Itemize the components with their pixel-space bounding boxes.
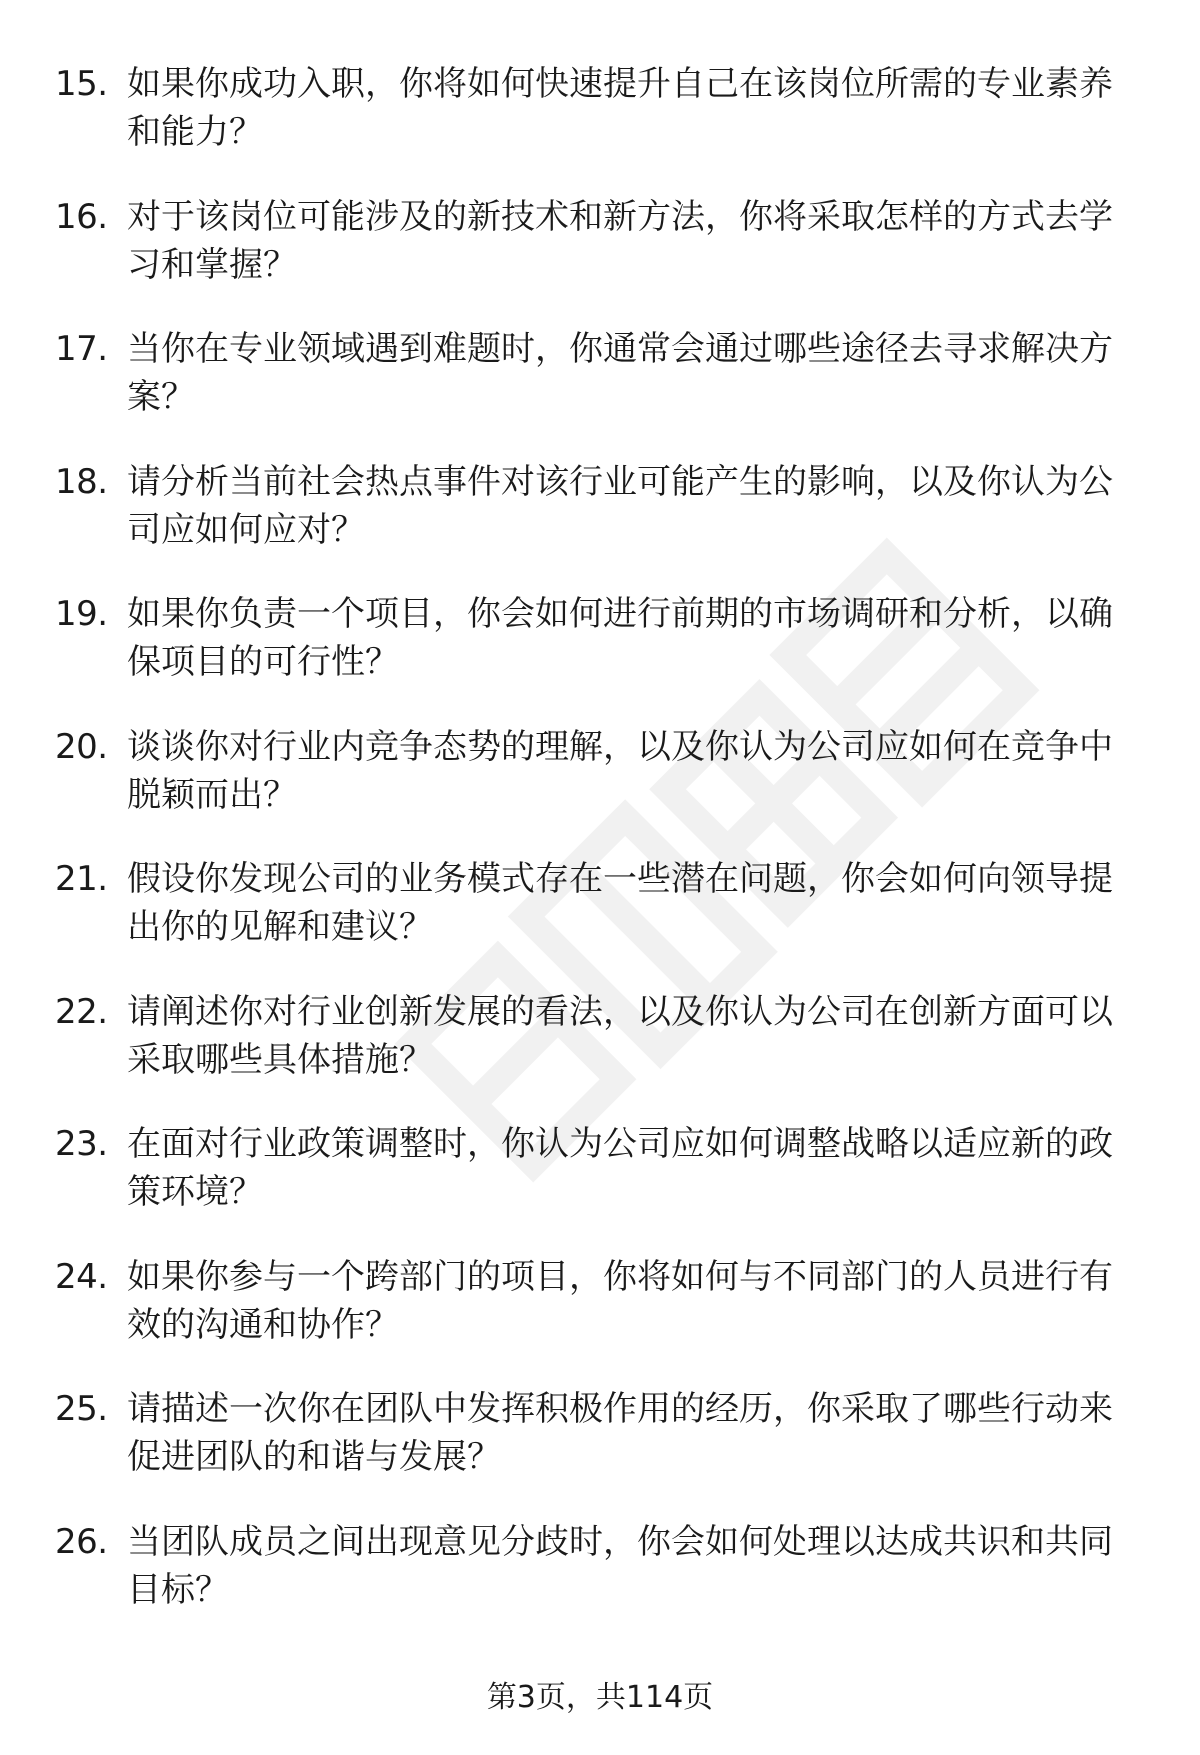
question-item [55,1253,1145,1349]
question-text: 如果你成功入职，你将如何快速提升自己在该岗位所需的专业素养和能力？ [127,64,1113,152]
page-number-label: 第3页，共114页 [486,1680,714,1715]
question-text: 如果你参与一个跨部门的项目，你将如何与不同部门的人员进行有效的沟通和协作？ [127,1256,1113,1345]
question-item [55,723,1145,819]
question-number: 16. [55,196,108,237]
question-number: 19. [55,594,108,634]
question-number: 20. [55,726,108,767]
question-item [55,1120,1145,1216]
question-number: 17. [55,329,108,369]
question-text: 假设你发现公司的业务模式存在一些潜在问题，你会如何向领导提出你的见解和建议？ [127,859,1113,947]
question-number: 23. [55,1124,108,1164]
question-item [55,458,1145,554]
question-item [55,988,1145,1084]
question-text: 如果你负责一个项目，你会如何进行前期的市场调研和分析，以确保项目的可行性？ [127,594,1113,682]
question-item [55,1385,1145,1481]
question-item [55,325,1145,421]
question-text: 请描述一次你在团队中发挥积极作用的经历，你采取了哪些行动来促进团队的和谐与发展？ [127,1389,1113,1477]
question-number: 21. [55,859,108,899]
question-item [55,193,1145,289]
question-item [55,855,1145,951]
question-list [55,60,1145,1650]
question-text: 对于该岗位可能涉及的新技术和新方法，你将采取怎样的方式去学习和掌握？ [127,196,1113,285]
question-text: 请分析当前社会热点事件对该行业可能产生的影响，以及你认为公司应如何应对？ [127,461,1113,550]
question-text: 在面对行业政策调整时，你认为公司应如何调整战略以适应新的政策环境？ [127,1124,1113,1212]
question-number: 24. [55,1256,108,1297]
question-text: 当团队成员之间出现意见分歧时，你会如何处理以达成共识和共同目标？ [127,1521,1113,1610]
question-number: 25. [55,1389,108,1429]
question-number: 26. [55,1521,108,1562]
question-number: 22. [55,991,108,1032]
question-number: 15. [55,64,108,104]
question-text: 请阐述你对行业创新发展的看法，以及你认为公司在创新方面可以采取哪些具体措施？ [127,991,1113,1080]
question-item [55,1518,1145,1614]
page-footer [0,1678,1200,1718]
question-number: 18. [55,461,108,502]
question-text: 谈谈你对行业内竞争态势的理解，以及你认为公司应如何在竞争中脱颖而出？ [127,726,1113,815]
question-item [55,590,1145,686]
question-text: 当你在专业领域遇到难题时，你通常会通过哪些途径去寻求解决方案？ [127,329,1113,417]
question-item [55,60,1145,156]
